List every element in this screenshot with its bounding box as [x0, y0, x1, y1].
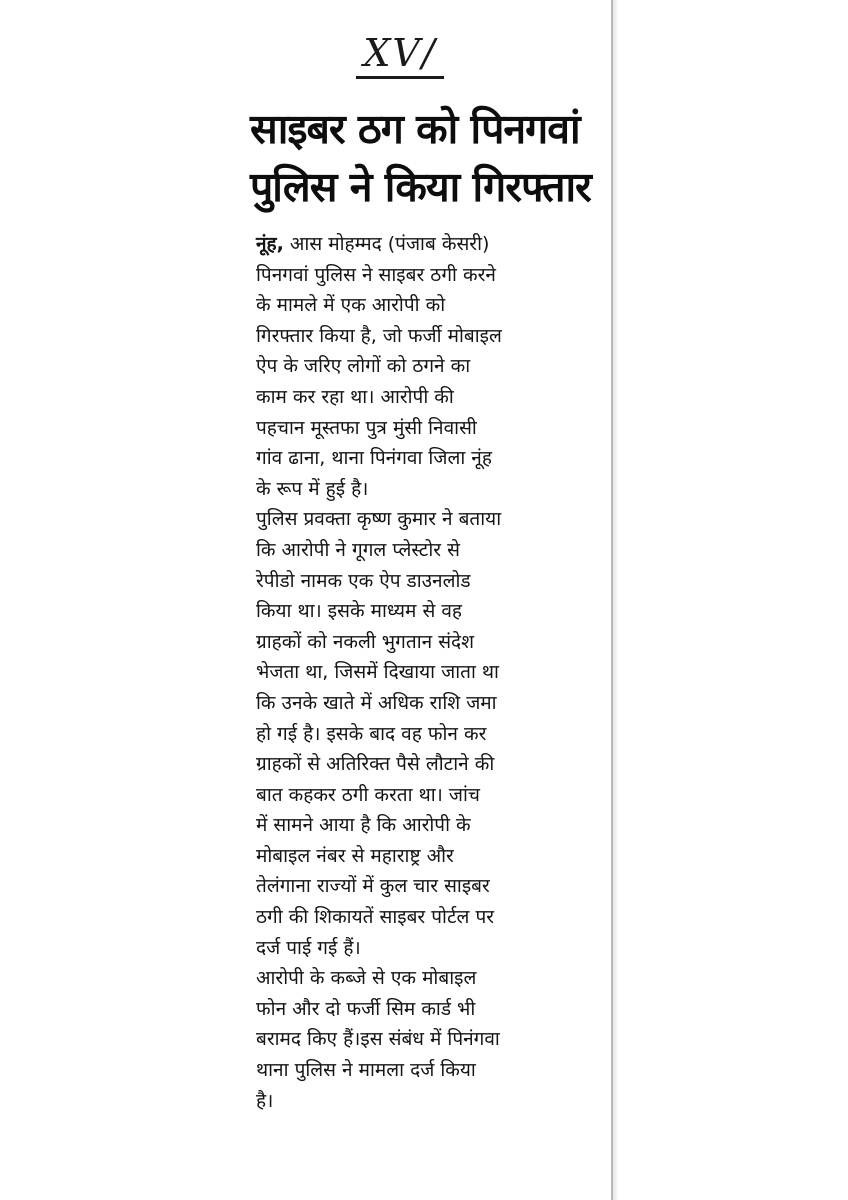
article-line: भेजता था, जिसमें दिखाया जाता था: [256, 661, 499, 684]
article-line: गिरफ्तार किया है, जो फर्जी मोबाइल: [256, 324, 502, 347]
article-line: कि आरोपी ने गूगल प्लेस्टोर से: [256, 538, 460, 561]
headline: [250, 100, 590, 216]
article-line: के रूप में हुई है।: [256, 477, 369, 500]
article-line: ग्राहकों से अतिरिक्त पैसे लौटाने की: [256, 753, 495, 776]
article-line: बरामद किए हैं।इस संबंध में पिनंगवा: [256, 1028, 500, 1051]
article-body: [256, 229, 586, 1116]
article-line: हो गई है। इसके बाद वह फोन कर: [256, 722, 487, 745]
article-line: बात कहकर ठगी करता था। जांच: [256, 783, 480, 806]
article-line: आरोपी के कब्जे से एक मोबाइल: [256, 967, 477, 990]
page-mark: XV/: [356, 30, 444, 79]
article-line: कि उनके खाते में अधिक राशि जमा: [256, 691, 497, 714]
article-line: पिनगवां पुलिस ने साइबर ठगी करने: [256, 263, 496, 286]
article-line: के मामले में एक आरोपी को: [256, 294, 446, 317]
article-line: दर्ज पाई गई हैं।: [256, 936, 361, 959]
dateline-source: आस मोहम्मद (पंजाब केसरी): [283, 233, 490, 255]
article-line: तेलंगाना राज्यों में कुल चार साइबर: [256, 875, 490, 898]
headline-line: पुलिस ने किया गिरफ्तार: [250, 163, 591, 211]
article-line: मोबाइल नंबर से महाराष्ट्र और: [256, 844, 454, 867]
article-line: रेपीडो नामक एक ऐप डाउनलोड: [256, 569, 471, 592]
column-divider-shadow: [613, 0, 619, 1200]
article-line: पुलिस प्रवक्ता कृष्ण कुमार ने बताया: [256, 508, 502, 531]
article-line: ठगी की शिकायतें साइबर पोर्टल पर: [256, 906, 495, 929]
article-line: है।: [256, 1089, 274, 1112]
article-line: फोन और दो फर्जी सिम कार्ड भी: [256, 997, 476, 1020]
article-line: पहचान मूस्तफा पुत्र मुंसी निवासी: [256, 416, 477, 439]
article-line: ग्राहकों को नकली भुगतान संदेश: [256, 630, 475, 653]
article-line: काम कर रहा था। आरोपी की: [256, 385, 454, 408]
dateline: [256, 229, 586, 260]
headline-line: साइबर ठग को पिनगवां: [250, 105, 580, 153]
dateline-place: नूंह,: [256, 233, 284, 255]
article-line: गांव ढाना, थाना पिनंगवा जिला नूंह: [256, 447, 492, 470]
article-line: में सामने आया है कि आरोपी के: [256, 814, 471, 837]
article-line: ऐप के जरिए लोगों को ठगने का: [256, 355, 471, 378]
article-line: थाना पुलिस ने मामला दर्ज किया: [256, 1059, 476, 1082]
article-line: किया था। इसके माध्यम से वह: [256, 600, 462, 623]
